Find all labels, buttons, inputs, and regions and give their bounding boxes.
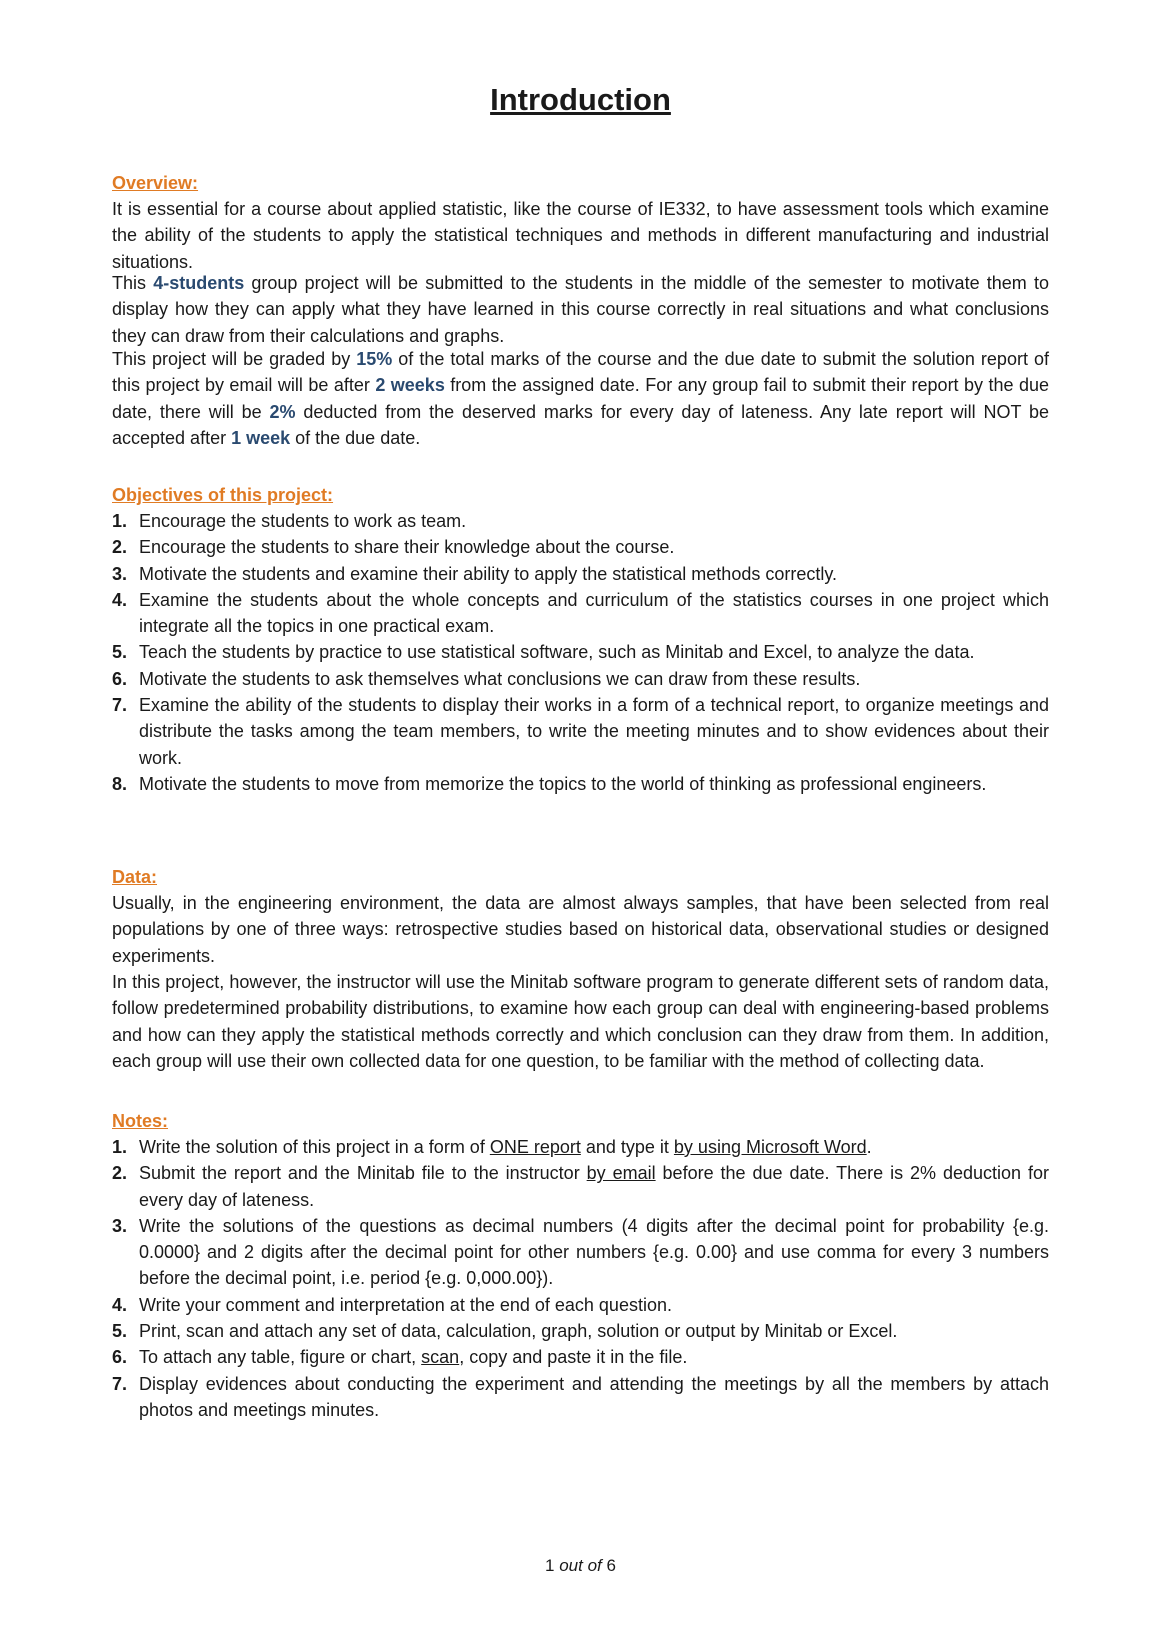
notes-list — [112, 1134, 1049, 1423]
highlight-late-limit: 1 week — [231, 427, 291, 448]
overview-paragraph-2: This 4-students group project will be submitted to the students in the middle of the semester to motivate them to display how they can apply what they have learned in this course correctly in real situations and what conclusions they can draw from their calculations and graphs. — [112, 273, 1049, 346]
list-item: 7. Examine the ability of the students to display their works in a form of a technical report, to organize meetings and distribute the tasks among the team members, to write the meeting minutes and to show evidences about their work. — [112, 695, 1049, 768]
data-paragraph-1: Usually, in the engineering environment, the data are almost always samples, that have been selected from real populations by one of three ways: retrospective studies based on historical data, observational studies or designed experiments. — [112, 893, 1049, 966]
overview-paragraph-1: It is essential for a course about applied statistic, like the course of IE332, to have assessment tools which examine the ability of the students to apply the statistical techniques and methods in different manufacturing and industrial situations. — [112, 199, 1049, 272]
list-item: 8. Motivate the students to move from memorize the topics to the world of thinking as professional engineers. — [112, 773, 987, 794]
overview-paragraph-3: This project will be graded by 15% of the total marks of the course and the due date to submit the solution report of this project by email will be after 2 weeks from the assigned date. For any group fail to submit their report by the due date, there will be 2% deducted from the deserved marks for every day of lateness. Any late report will NOT be accepted after 1 week of the due date. — [112, 349, 1049, 448]
list-item: 3. Write the solutions of the questions as decimal numbers (4 digits after the decimal point for probability {e.g. 0.0000} and 2 digits after the decimal point for other numbers {e.g. 0.00} and use comma for every 3 numbers before the decimal point, i.e. period {e.g. 0,000.00}). — [112, 1215, 1049, 1289]
data-heading: Data: — [112, 867, 158, 887]
list-item: 2. Submit the report and the Minitab file to the instructor by email before the due date. There is 2% deduction for every day of lateness. — [112, 1163, 1049, 1210]
list-item: 1. Write the solution of this project in a form of ONE report and type it by using Microsoft Word. — [112, 1137, 872, 1157]
highlight-group-size: 4-students — [153, 273, 245, 293]
list-item: 4. Examine the students about the whole concepts and curriculum of the statistics courses in one project which integrate all the topics in one practical exam. — [112, 589, 1049, 637]
list-item: 6. To attach any table, figure or chart, scan, copy and paste it in the file. — [112, 1347, 688, 1368]
list-item: 3. Motivate the students and examine their ability to apply the statistical methods correctly. — [112, 563, 838, 584]
list-item: 4. Write your comment and interpretation at the end of each question. — [112, 1294, 672, 1315]
objectives-heading: Objectives of this project: — [112, 485, 334, 505]
objectives-list — [112, 508, 1049, 797]
highlight-grade-weight: 15% — [356, 349, 393, 369]
list-item: 2. Encourage the students to share their knowledge about the course. — [112, 537, 675, 558]
data-paragraph-2: In this project, however, the instructor will use the Minitab software program to generate different sets of random data, follow predetermined probability distributions, to examine how each group can deal with engineering-based problems and how can they apply the statistical methods correctly and which conclusion can they draw from them. In addition, each group will use their own collected data for one question, to be familiar with the method of collecting data. — [112, 972, 1049, 1071]
highlight-due-period: 2 weeks — [375, 375, 445, 396]
list-item: 5. Print, scan and attach any set of data, calculation, graph, solution or output by Minitab or Excel. — [112, 1321, 898, 1342]
list-item: 7. Display evidences about conducting the experiment and attending the meetings by all the members by attach photos and meetings minutes. — [112, 1373, 1049, 1420]
list-item: 6. Motivate the students to ask themselves what conclusions we can draw from these results. — [112, 668, 861, 689]
overview-heading: Overview: — [112, 173, 199, 193]
page-title: Introduction — [490, 82, 671, 117]
page-number: 1 out of 6 — [545, 1556, 616, 1575]
notes-heading: Notes: — [112, 1111, 169, 1131]
list-item: 5. Teach the students by practice to use statistical software, such as Minitab and Excel, to analyze the data. — [112, 642, 975, 663]
list-item: 1. Encourage the students to work as team. — [112, 511, 467, 531]
highlight-penalty: 2% — [269, 401, 296, 422]
